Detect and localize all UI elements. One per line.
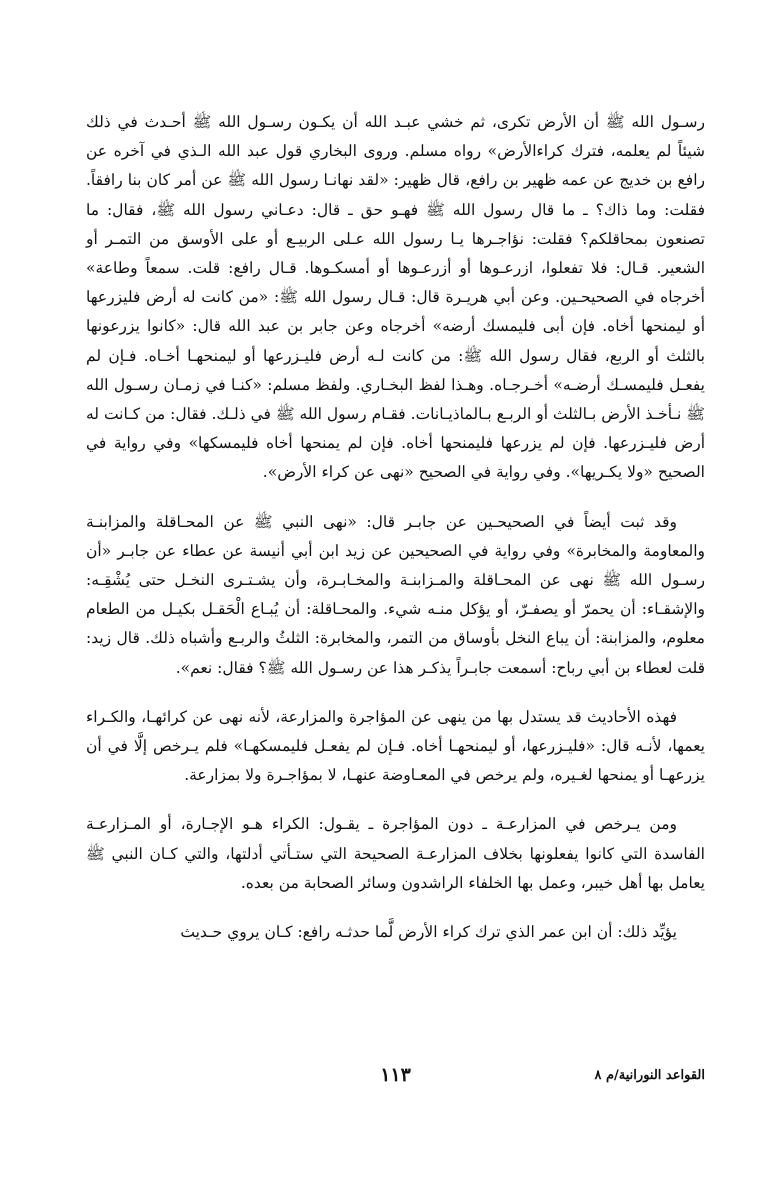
paragraph-2: وقد ثبت أيضاً في الصحيحـين عن جابـر قال: «نهى النبي ﷺ عن المحـاقلة والمزابنـة والمعاومة والمخابرة» وفي رواية في الصحيحين عن زيد ابن أبي أنيسة عن عطاء عن جابـر «أن رسـول الله ﷺ نهى عن المحـاقلة والمـزابنـة والمخـابـرة، وأن يشـتـرى النخـل حتى يُشْقِـه: والإشقـاء: أن يحمرّ أو يصفـرّ، أو يؤكل منـه شيء. والمحـاقلة: أن يُبـاع الْحَقـل بكيـل من الطعام معلوم، والمزابنة: أن يباع النخل بأوساق من التمر، والمخابرة: الثلثُ والربـع وأشباه ذلك. قال زيد: قلت لعطاء بن أبي رباح: أسمعت جابـراً يذكـر هذا عن رسـول الله ﷺ؟ فقال: نعم». (86, 512, 705, 677)
book-title-signature: القواعد النورانية/م ٨ (594, 1068, 705, 1083)
page-body (86, 108, 705, 947)
paragraph-4: ومن يـرخص في المزارعـة ـ دون المؤاجرة ـ يقـول: الكراء هـو الإجـارة، أو المـزارعـة الفاسدة التي كانوا يفعلونها بخلاف المزارعـة الصحيحة التي ستـأتي أدلتها، والتي كـان النبي ﷺ يعامل بها أهل خيبر، وعمل بها الخلفاء الراشدون وسائر الصحابة من بعده. (86, 815, 705, 892)
page-footer (86, 1066, 705, 1096)
page-number: ١١٣ (380, 1064, 411, 1086)
paragraph-5: يؤيِّد ذلك: أن ابن عمر الذي ترك كراء الأرض لَّما حدثـه رافع: كـان يروي حـديث (180, 923, 677, 942)
paragraph-3: فهذه الأحاديث قد يستدل بها من ينهى عن المؤاجرة والمزارعة، لأنه نهى عن كرائهـا، والكـراء يعمها، لأنـه قال: «فليـزرعها، أو ليمنحهـا أخاه. فـإن لم يفعـل فليمسكهـا» فلم يـرخص إلَّا في أن يزرعهـا أو يمنحها لغـيره، ولم يرخص في المعـاوضة عنهـا، لا بمؤاجـرة ولا بمزارعة. (86, 707, 705, 785)
paragraph-1: رسـول الله ﷺ أن الأرض تكرى، ثم خشي عبـد الله أن يكـون رسـول الله ﷺ أحـدث في ذلك شيئاً لم يعلمه، فترك كراءالأرض» رواه مسلم. وروى البخاري قول عبد الله الـذي في آخره عن رافع بن خديج عن عمه ظهير بن رافع، قال ظهير: «لقد نهانـا رسول الله ﷺ عن أمر كان بنا رافقاً. فقلت: وما ذاك؟ ـ ما قال رسول الله ﷺ فهـو حق ـ قال: دعـاني رسول الله ﷺ، فقال: ما تصنعون بمحاقلكم؟ فقلت: نؤاجـرها يـا رسول الله عـلى الربيـع أو على الأوسق من التمـر أو الشعير. قـال: فلا تفعلوا، ازرعـوها أو أزرعـوها أو أمسكـوها. قـال رافع: قلت. سمعاً وطاعة» أخرجاه في الصحيحـين. وعن أبي هريـرة قال: قـال رسول الله ﷺ: «من كانت له أرض فليزرعها أو ليمنحها أخاه. فإن أبى فليمسك أرضه» أخرجاه وعن جابر بن عبد الله قال: «كانوا يزرعونها بالثلث أو الربع، فقال رسول الله ﷺ: من كانت لـه أرض فليـزرعها أو ليمنحهـا أخـاه. فـإن لم يفعـل فليمسـك أرضـه» أخـرجـاه. وهـذا لفظ البخـاري. ولفظ مسلم: «كنـا في زمـان رسـول الله ﷺ نـأخـذ الأرض بـالثلث أو الربـع بـالماذيـانات. فقـام رسول الله ﷺ في ذلـك. فقال: من كـانت له أرض فليـزرعها. فإن لم يزرعها فليمنحها أخاه. فإن لم يمنحها أخاه فليمسكها» وفي رواية في الصحيح «ولا يكـريها». وفي رواية في الصحيح «نهى عن كراء الأرض». (86, 113, 705, 482)
